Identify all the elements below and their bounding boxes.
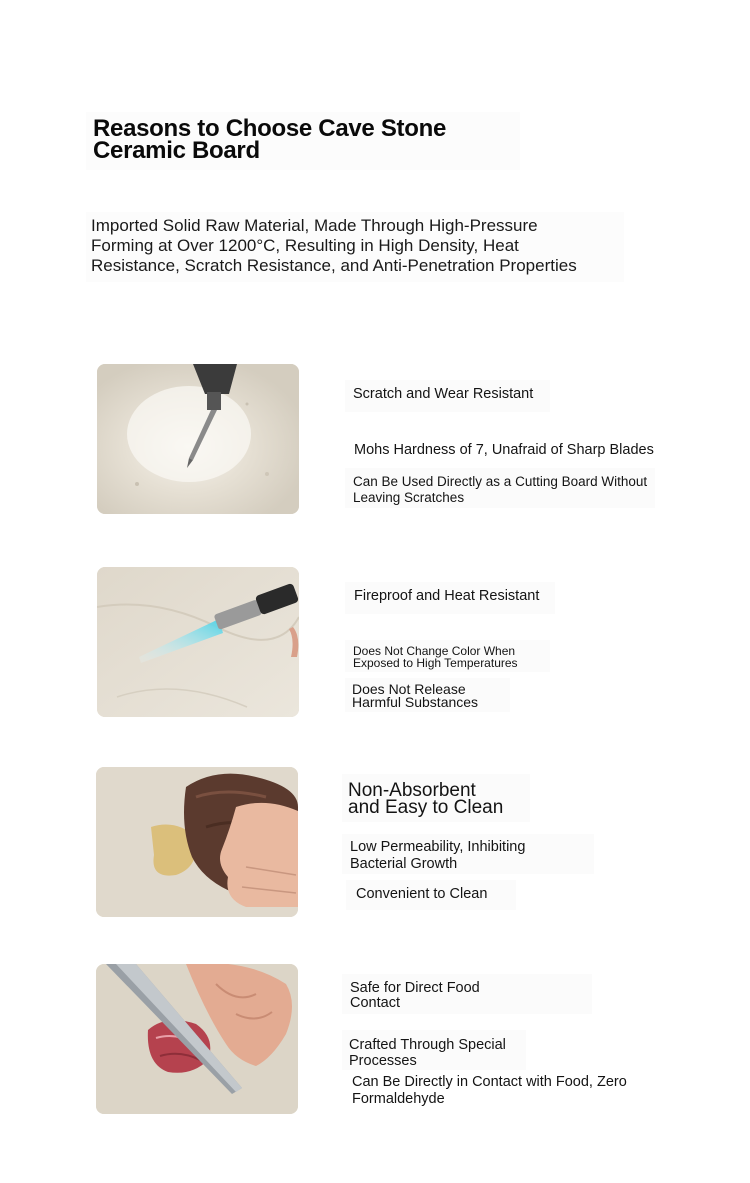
feature-4-point-2 [352,1074,627,1108]
feature-2-heading: Fireproof and Heat Resistant [354,588,540,604]
feature-3-heading-line-2: and Easy to Clean [348,797,504,818]
page-title [93,115,513,164]
feature-4-heading-line-1: Safe for Direct Food [350,980,480,996]
towel-photo [96,767,298,917]
feature-1-point-1: Mohs Hardness of 7, Unafraid of Sharp Blades [354,442,654,458]
feature-2-point-1-line-2: Exposed to High Temperatures [353,656,518,670]
feature-2-point-1-line-1: Does Not Change Color When [353,644,516,658]
feature-1-heading: Scratch and Wear Resistant [353,386,534,402]
feature-2-point-2-line-2: Harmful Substances [352,693,479,710]
feature-4-heading-line-2: Contact [350,994,400,1011]
intro-paragraph [91,216,631,276]
feature-4-heading [350,981,480,1010]
feature-3-heading-line-1: Non-Absorbent [348,780,476,801]
feature-4-point-2-line-1: Can Be Directly in Contact with Food, Zero [352,1074,627,1090]
feature-2-point-1 [353,645,518,669]
feature-4-point-1-line-2: Processes [349,1053,417,1069]
feature-4-point-1-line-1: Crafted Through Special [349,1037,506,1053]
feature-2-point-2-line-1: Does Not Release [352,681,466,697]
blowtorch-photo [97,567,299,717]
feature-3-heading [348,782,503,816]
feature-3-point-2: Convenient to Clean [356,886,488,902]
feature-3-point-1-line-1: Low Permeability, Inhibiting [350,839,526,855]
drill-photo [97,364,299,514]
feature-3-point-1 [350,839,525,873]
feature-4-point-2-line-2: Formaldehyde [352,1091,445,1107]
intro-line-1: Imported Solid Raw Material, Made Through High-Pressure [91,216,538,235]
feature-1-point-2 [353,474,647,506]
intro-line-3: Resistance, Scratch Resistance, and Anti-Penetration Properties [91,256,577,275]
intro-line-2: Forming at Over 1200°C, Resulting in High Density, Heat [91,236,519,255]
feature-4-point-1 [349,1037,506,1069]
page-title-line-1: Reasons to Choose Cave Stone [93,115,447,142]
page-title-line-2: Ceramic Board [93,137,260,164]
feature-1-point-2-line-2: Leaving Scratches [353,490,465,505]
feature-1-point-2-line-1: Can Be Used Directly as a Cutting Board Without [353,474,648,489]
feature-3-point-1-line-2: Bacterial Growth [350,856,458,872]
knife-meat-photo [96,964,298,1114]
feature-2-point-2 [352,683,478,708]
